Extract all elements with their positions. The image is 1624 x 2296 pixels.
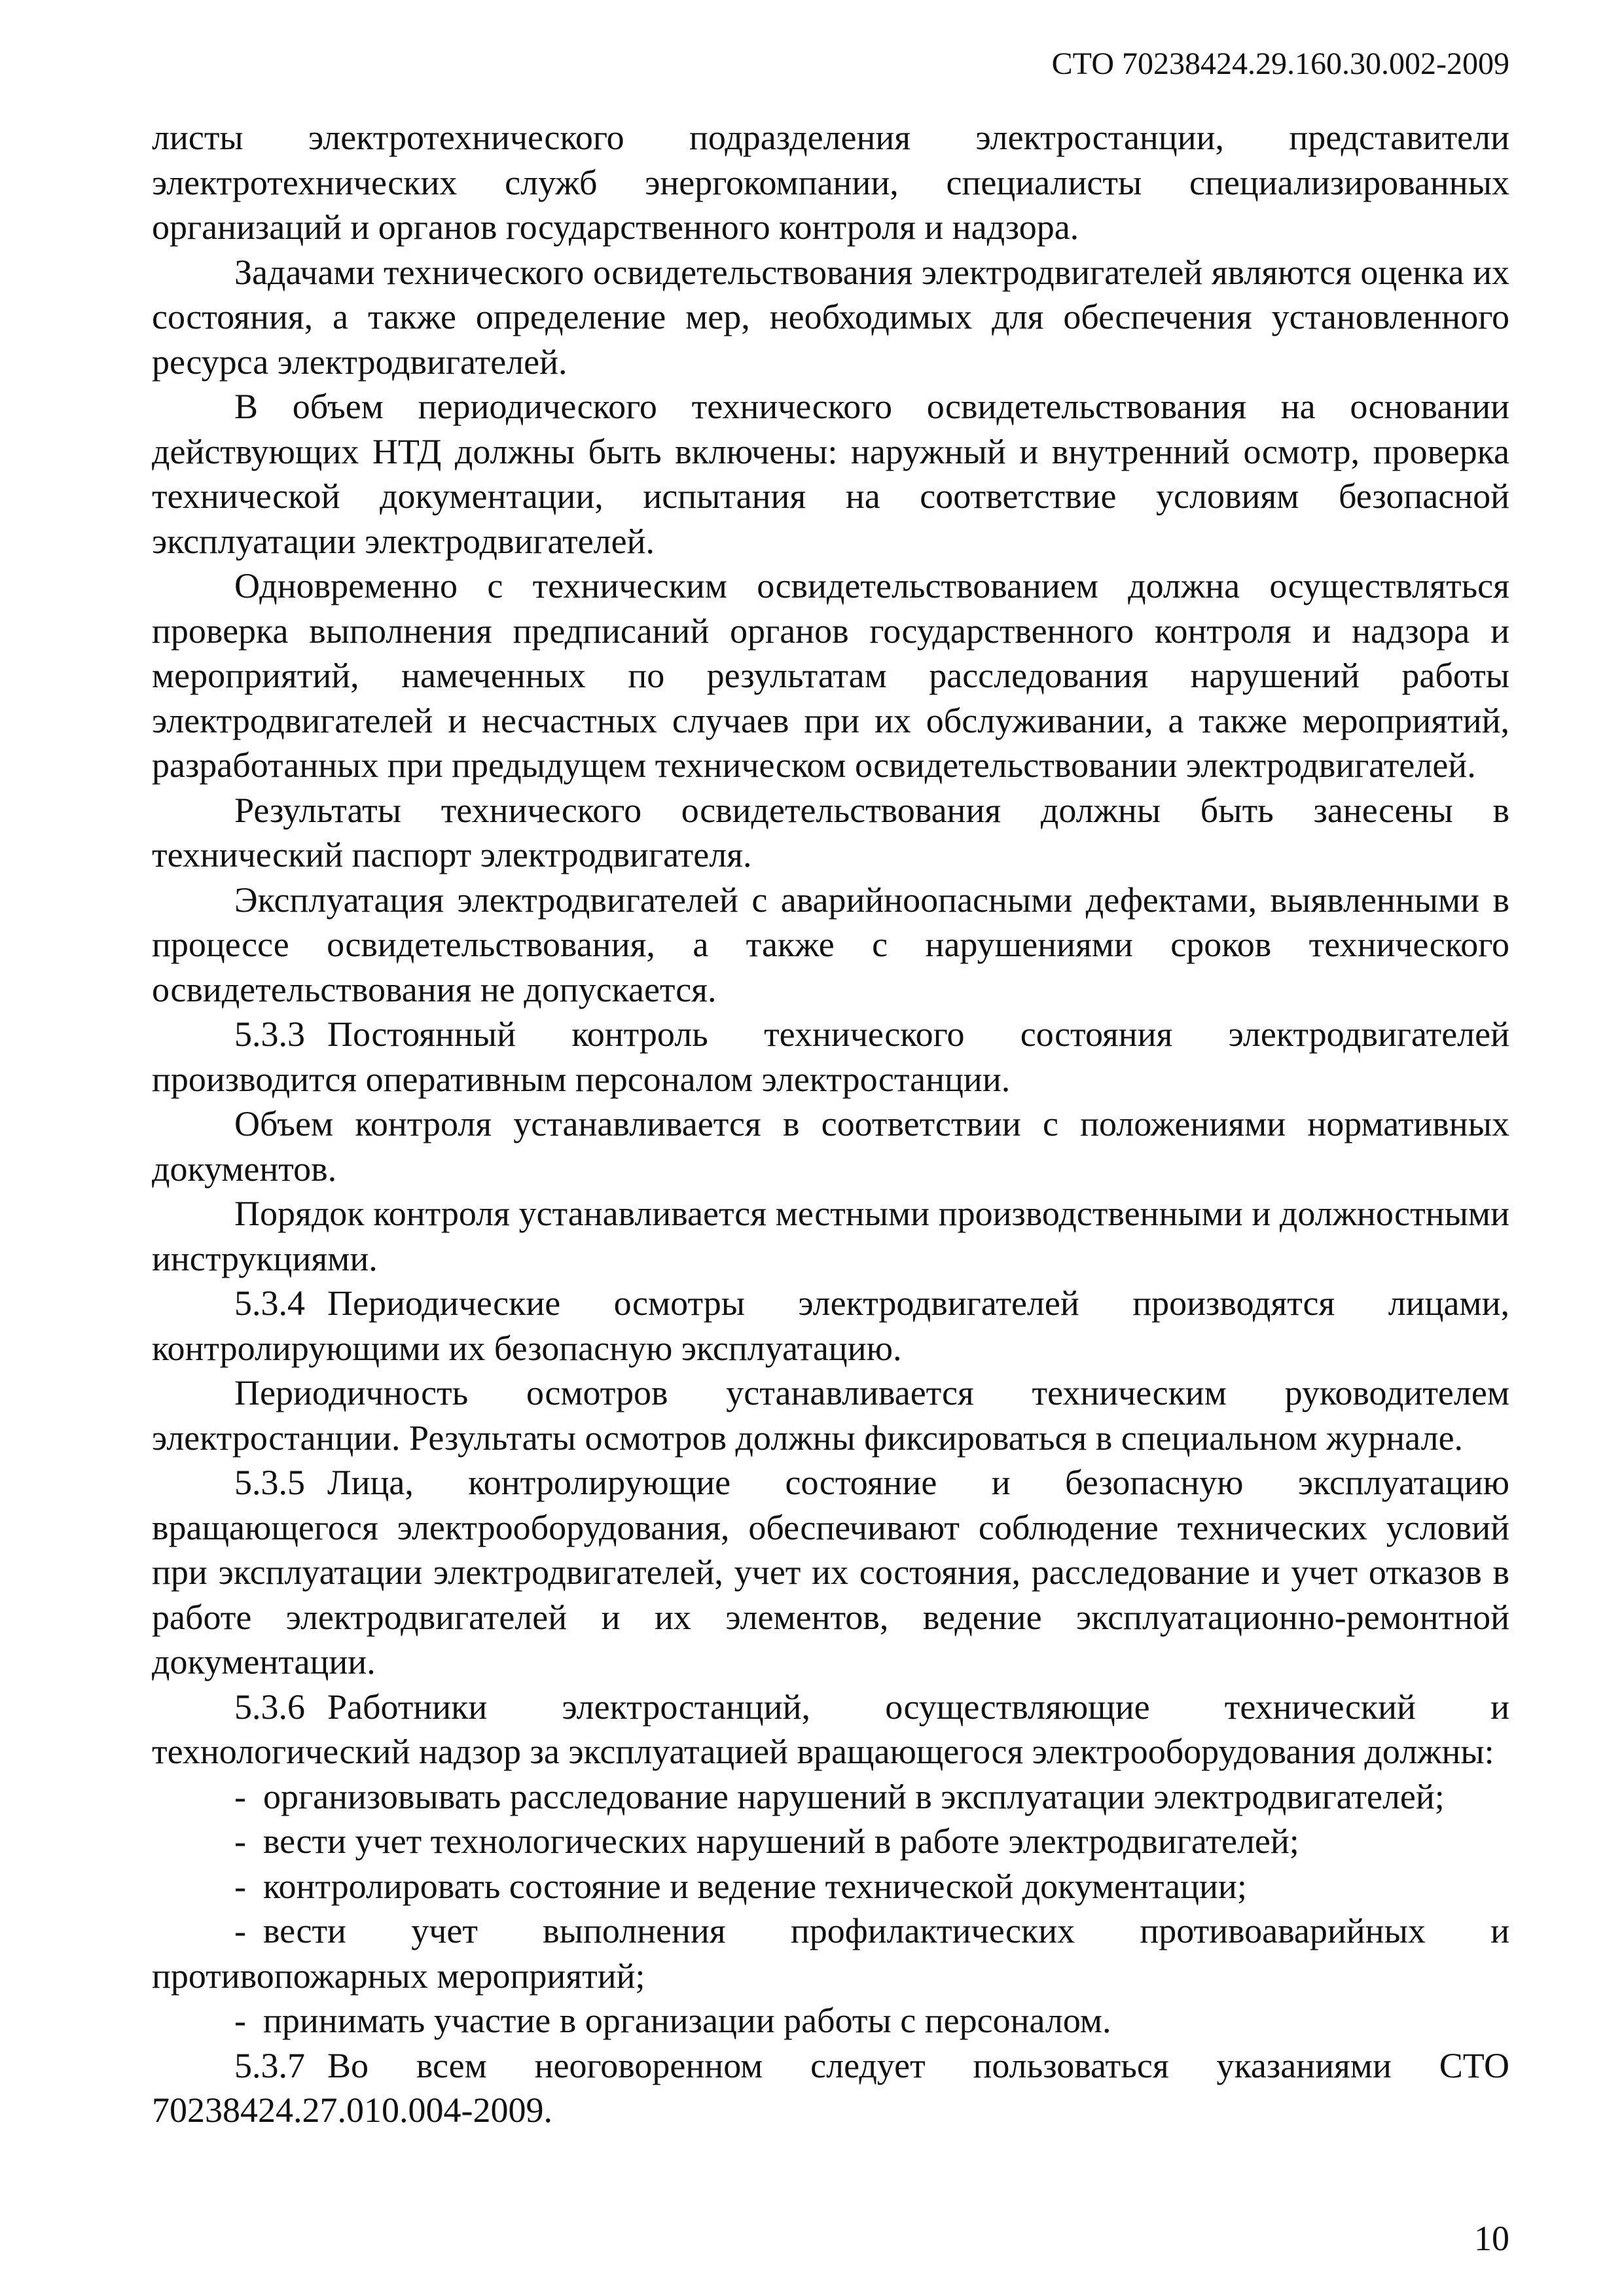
clause-text: Периодические осмотры электродвигателей производятся лицами, контролирующими их безопасную эксплуатацию.: [152, 1283, 1509, 1368]
list-item: [152, 1864, 1509, 1909]
clause-5-3-4: [152, 1281, 1509, 1371]
list-item: [152, 1909, 1509, 1998]
clause-5-3-3: [152, 1012, 1509, 1102]
paragraph: В объем периодического технического освидетельствования на основании действующих НТД должны быть включены: наружный и внутренний осмотр, проверка технической документации, испытания на соответствие условиям безопасной эксплуатации электродвигателей.: [152, 387, 1509, 561]
paragraph: Объем контроля устанавливается в соответствии с положениями нормативных документов.: [152, 1104, 1509, 1189]
list-item-text: вести учет выполнения профилактических противоаварийных и противопожарных мероприятий;: [152, 1911, 1509, 1996]
document-code-header: СТО 70238424.29.160.30.002-2009: [1051, 46, 1509, 81]
clause-text: Лица, контролирующие состояние и безопасную эксплуатацию вращающегося электрооборудования, обеспечивают соблюдение технических условий при эксплуатации электродвигателей, учет их состояния, расследование и учет отказов в работе электродвигателей и их элементов, ведение эксплуатационно-ремонтной документации.: [152, 1463, 1509, 1681]
dash-marker: -: [234, 1866, 246, 1906]
paragraph: Задачами технического освидетельствования электродвигателей являются оценка их состояния, а также определение мер, необходимых для обеспечения установленного ресурса электродвигателей.: [152, 252, 1509, 382]
clause-5-3-5: [152, 1460, 1509, 1685]
clause-number: 5.3.6: [234, 1687, 305, 1727]
page-number: 10: [1474, 2219, 1509, 2258]
dash-marker: -: [234, 1911, 246, 1950]
clause-number: 5.3.7: [234, 2045, 305, 2085]
clause-5-3-7: [152, 2043, 1509, 2133]
list-item-text: контролировать состояние и ведение технической документации;: [263, 1866, 1247, 1906]
dash-marker: -: [234, 2001, 246, 2040]
paragraph: Эксплуатация электродвигателей с аварийноопасными дефектами, выявленными в процессе освидетельствования, а также с нарушениями сроков технического освидетельствования не допускается.: [152, 880, 1509, 1009]
list-item-text: организовывать расследование нарушений в эксплуатации электродвигателей;: [263, 1776, 1445, 1816]
clause-5-3-6: [152, 1685, 1509, 1774]
clause-number: 5.3.4: [234, 1283, 305, 1323]
paragraph-continuation: листы электротехнического подразделения электростанции, представители электротехнических служб энергокомпании, специалисты специализированных организаций и органов государственного контроля и надзора.: [152, 118, 1509, 247]
clause-number: 5.3.3: [234, 1014, 305, 1054]
clause-text: Работники электростанций, осуществляющие технический и технологический надзор за эксплуатацией вращающегося электрооборудования должны:: [152, 1687, 1509, 1771]
clause-number: 5.3.5: [234, 1463, 305, 1502]
clause-text: Во всем неоговоренном следует пользоваться указаниями СТО 70238424.27.010.004-2009.: [152, 2045, 1509, 2130]
list-item-text: принимать участие в организации работы с персоналом.: [263, 2001, 1111, 2040]
list-item: [152, 1998, 1509, 2043]
paragraph: Порядок контроля устанавливается местными производственными и должностными инструкциями.: [152, 1194, 1509, 1278]
dash-marker: -: [234, 1776, 246, 1816]
list-item: [152, 1819, 1509, 1864]
list-item-text: вести учет технологических нарушений в работе электродвигателей;: [263, 1821, 1299, 1861]
body-text: [152, 115, 1509, 2133]
list-item: [152, 1774, 1509, 1820]
dash-marker: -: [234, 1821, 246, 1861]
clause-text: Постоянный контроль технического состояния электродвигателей производится оперативным персоналом электростанции.: [152, 1014, 1509, 1099]
paragraph: Результаты технического освидетельствования должны быть занесены в технический паспорт электродвигателя.: [152, 790, 1509, 874]
paragraph: Периодичность осмотров устанавливается техническим руководителем электростанции. Результаты осмотров должны фиксироваться в специальном журнале.: [152, 1373, 1509, 1458]
paragraph: Одновременно с техническим освидетельствованием должна осуществляться проверка выполнения предписаний органов государственного контроля и надзора и мероприятий, намеченных по результатам расследования нарушений работы электродвигателей и несчастных случаев при их обслуживании, а также мероприятий, разработанных при предыдущем техническом освидетельствовании электродвигателей.: [152, 566, 1509, 785]
